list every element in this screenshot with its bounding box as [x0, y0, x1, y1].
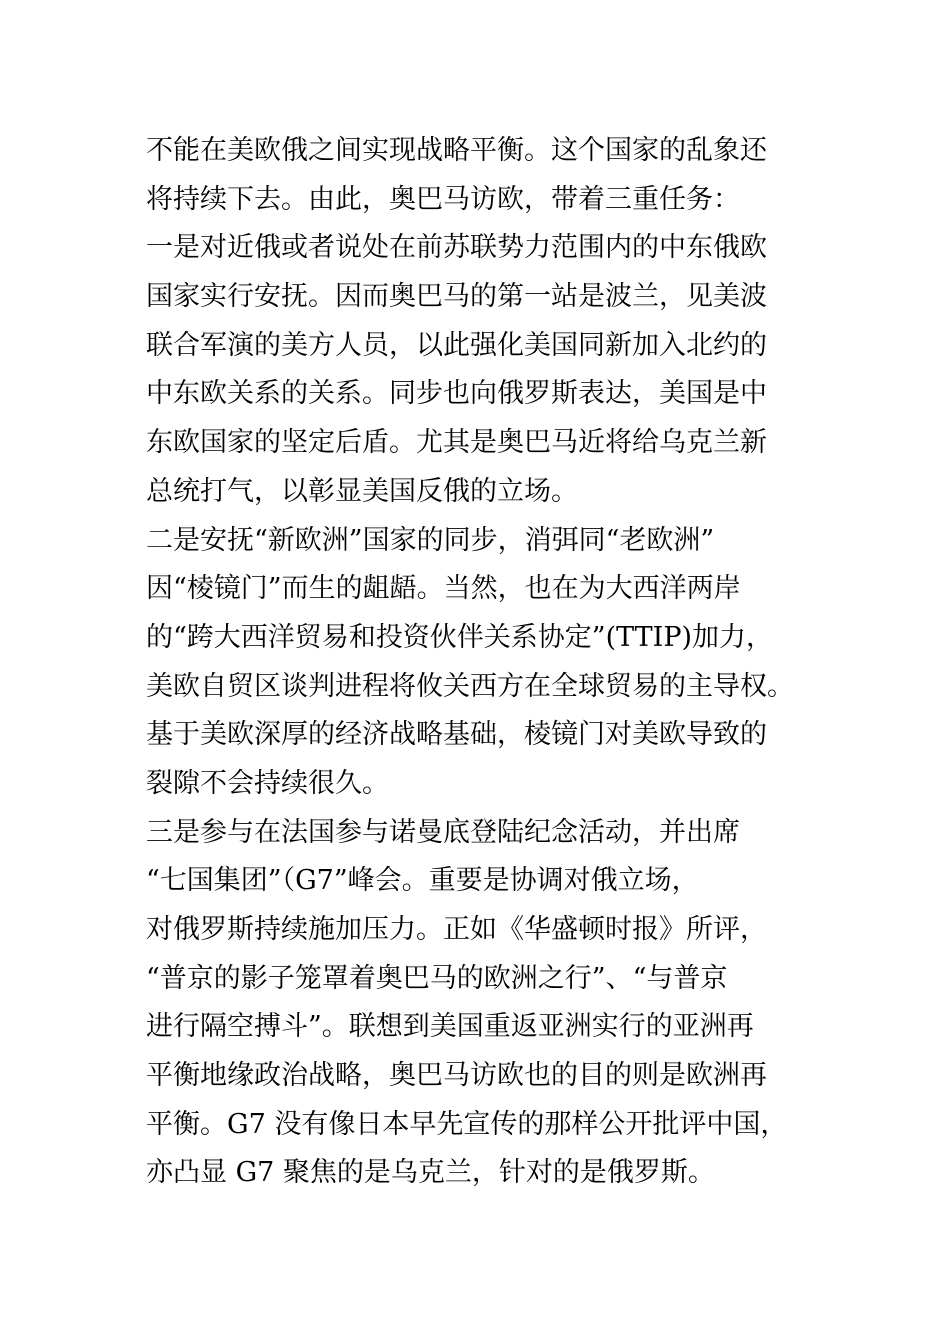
text-line: “普京的影子笼罩着奥巴马的欧洲之行”、“与普京 — [146, 962, 728, 994]
text-line: 平衡。G7 没有像日本早先宣传的那样公开批评中国， — [146, 1108, 788, 1140]
text-line: 将持续下去。由此，奥巴马访欧，带着三重任务： — [146, 183, 740, 215]
text-line: 对俄罗斯持续施加压力。正如《华盛顿时报》所评， — [146, 914, 767, 945]
text-line: “七国集团”（G7”峰会。重要是协调对俄立场， — [146, 865, 699, 897]
text-line: 因“棱镜门”而生的龃龉。当然，也在为大西洋两岸 — [146, 573, 741, 605]
text-line: 三是参与在法国参与诺曼底登陆纪念活动，并出席 — [146, 816, 740, 848]
text-line: 总统打气，以彰显美国反俄的立场。 — [146, 475, 578, 507]
text-line: 联合军演的美方人员，以此强化美国同新加入北约的 — [146, 329, 767, 361]
text-line: 中东欧关系的关系。同步也向俄罗斯表达，美国是中 — [146, 378, 767, 410]
text-line: 国家实行安抚。因而奥巴马的第一站是波兰，见美波 — [146, 281, 767, 313]
text-line: 平衡地缘政治战略，奥巴马访欧也的目的则是欧洲再 — [146, 1060, 767, 1092]
text-line: 不能在美欧俄之间实现战略平衡。这个国家的乱象还 — [146, 135, 767, 166]
text-line: 的“跨大西洋贸易和投资伙伴关系协定”(TTIP)加力， — [146, 621, 774, 653]
text-line: 亦凸显 G7 聚焦的是乌克兰，针对的是俄罗斯。 — [146, 1157, 715, 1189]
text-line: 二是安抚“新欧洲”国家的同步，消弭同“老欧洲” — [146, 524, 715, 556]
body-text — [146, 127, 836, 1198]
text-line: 一是对近俄或者说处在前苏联势力范围内的中东俄欧 — [146, 232, 767, 264]
text-line: 裂隙不会持续很久。 — [146, 767, 389, 799]
text-line: 美欧自贸区谈判进程将攸关西方在全球贸易的主导权。 — [146, 670, 794, 702]
text-line: 东欧国家的坚定后盾。尤其是奥巴马近将给乌克兰新 — [146, 427, 767, 459]
text-line: 基于美欧深厚的经济战略基础，棱镜门对美欧导致的 — [146, 719, 767, 751]
text-line: 进行隔空搏斗”。联想到美国重返亚洲实行的亚洲再 — [146, 1011, 754, 1043]
